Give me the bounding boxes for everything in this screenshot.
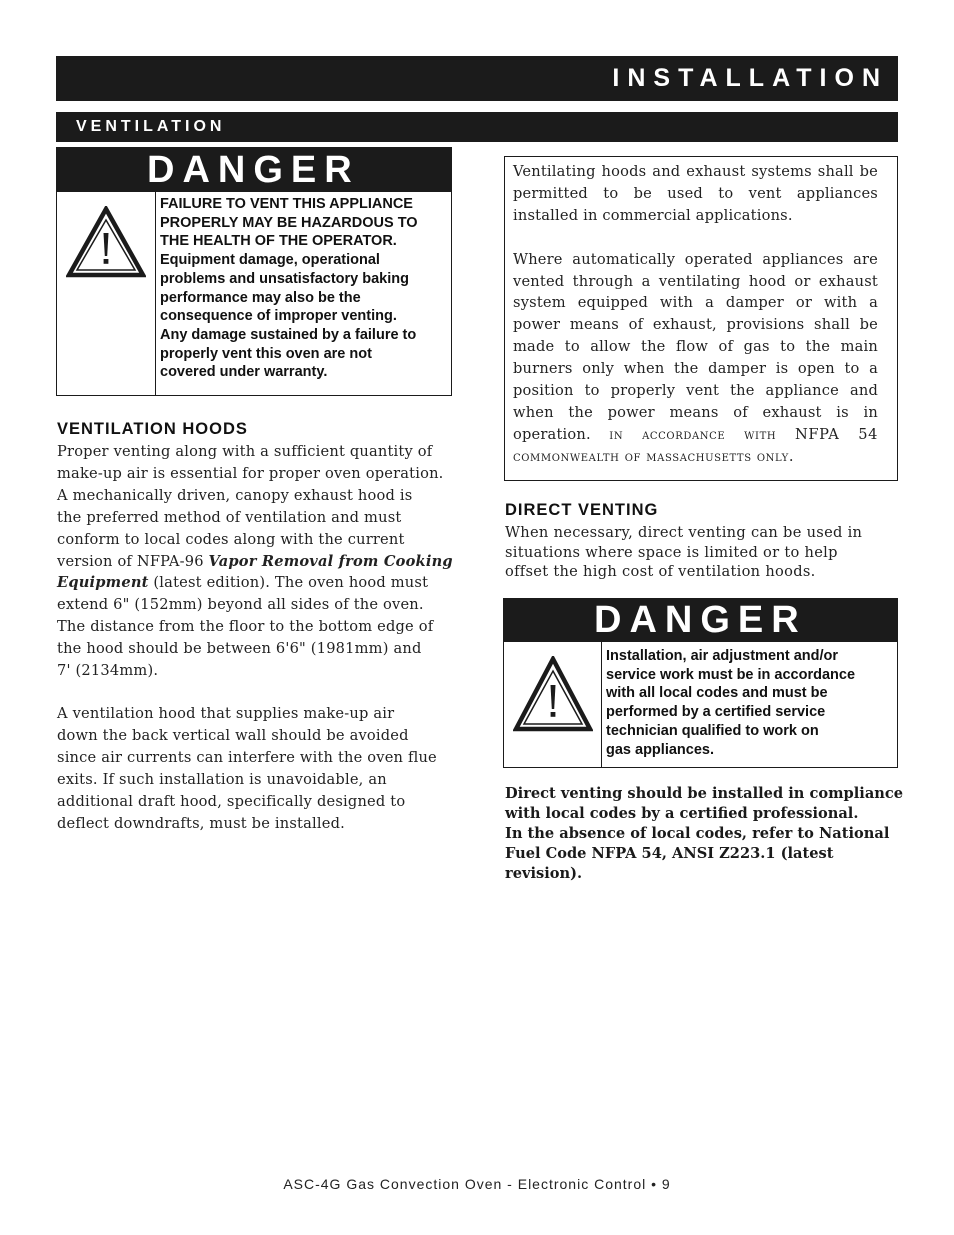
text-line: Fuel Code NFPA 54, ANSI Z223.1 (latest revision). xyxy=(505,845,834,882)
danger-message xyxy=(156,192,451,395)
ventilation-hoods-paragraph-2 xyxy=(57,703,457,834)
text-line: down the back vertical wall should be avoided xyxy=(57,726,409,744)
section-header-banner xyxy=(56,56,898,101)
danger-line: THE HEALTH OF THE OPERATOR. xyxy=(160,233,397,250)
text-line: since air currents can interfere with the oven flue xyxy=(57,748,437,766)
danger-line: performance may also be the xyxy=(160,289,361,306)
text-line: exits. If such installation is unavoidable, an xyxy=(57,770,387,788)
warning-triangle-icon xyxy=(66,206,146,278)
section-title: INSTALLATION xyxy=(612,64,888,92)
text-span: (latest edition). The oven hood must xyxy=(148,574,429,592)
danger-line: Installation, air adjustment and/or xyxy=(606,648,839,664)
text-line: deflect downdrafts, must be installed. xyxy=(57,814,345,832)
danger-message xyxy=(602,642,897,767)
info-text: Where automatically operated appliances are vented through a ventilating hood or exhaust system equipped with a damper or with a power means of exhaust, provisions shall be made to allow the flow of gas to the main burners only when the damper is open to a position to properly vent the appliance and when the power means of exhaust is in operation. xyxy=(513,250,878,443)
text-line: with local codes by a certified professional. xyxy=(505,805,859,822)
text-line: When necessary, direct venting can be used in xyxy=(505,524,863,541)
publication-title: Equipment xyxy=(57,574,149,592)
danger-line: service work must be in accordance xyxy=(606,666,856,683)
text-line: additional draft hood, specifically designed to xyxy=(57,792,406,810)
danger-line: performed by a certified service xyxy=(606,704,826,721)
text-line xyxy=(57,572,457,594)
text-line: 7' (2134mm). xyxy=(57,662,159,680)
massachusetts-note: in accordance with NFPA 54 commonwealth of massachusetts only. xyxy=(513,425,878,465)
subsection-header-banner xyxy=(56,112,898,142)
text-line: In the absence of local codes, refer to National xyxy=(505,825,890,842)
danger-heading: DANGER xyxy=(504,599,897,642)
direct-venting-heading: DIRECT VENTING xyxy=(505,501,659,519)
text-line: A ventilation hood that supplies make-up air xyxy=(57,705,395,722)
compliance-note xyxy=(505,784,905,884)
ventilation-hoods-paragraph-1 xyxy=(57,441,457,682)
text-line: situations where space is limited or to help xyxy=(505,543,838,561)
danger-line: covered under warranty. xyxy=(160,364,328,381)
danger-icon-cell xyxy=(504,642,602,767)
text-line: extend 6" (152mm) beyond all sides of the oven. xyxy=(57,596,424,614)
text-line: the hood should be between 6'6" (1981mm) and xyxy=(57,640,422,658)
ventilation-hoods-heading: VENTILATION HOODS xyxy=(57,420,248,438)
danger-line: technician qualified to work on xyxy=(606,722,819,739)
danger-line: gas appliances. xyxy=(606,741,714,758)
page-footer: ASC-4G Gas Convection Oven - Electronic Control • 9 xyxy=(283,1176,671,1192)
direct-venting-paragraph xyxy=(505,523,905,582)
danger-line: properly vent this oven are not xyxy=(160,345,372,362)
info-paragraph: Ventilating hoods and exhaust systems shall be permitted to be used to vent appliances installed in commercial applications. xyxy=(513,163,878,224)
text-line: Proper venting along with a sufficient quantity of xyxy=(57,443,433,460)
text-line: make-up air is essential for proper oven operation. xyxy=(57,464,444,482)
subsection-title: VENTILATION xyxy=(76,118,226,135)
text-line: Direct venting should be installed in compliance xyxy=(505,785,904,802)
danger-icon-cell xyxy=(57,192,156,395)
text-line: conform to local codes along with the current xyxy=(57,530,405,548)
info-paragraph xyxy=(513,249,878,468)
code-requirements-box xyxy=(504,156,898,481)
danger-line: consequence of improper venting. xyxy=(160,308,397,325)
publication-title: Vapor Removal from Cooking xyxy=(208,552,453,570)
danger-line: PROPERLY MAY BE HAZARDOUS TO xyxy=(160,214,418,231)
text-line: A mechanically driven, canopy exhaust hood is xyxy=(57,486,413,504)
text-line: the preferred method of ventilation and must xyxy=(57,508,402,526)
text-line: offset the high cost of ventilation hoods. xyxy=(505,563,816,580)
danger-line: problems and unsatisfactory baking xyxy=(160,270,409,287)
danger-line: Equipment damage, operational xyxy=(160,252,380,269)
danger-box-venting xyxy=(56,147,452,396)
danger-line: FAILURE TO VENT THIS APPLIANCE xyxy=(160,196,413,212)
warning-triangle-icon xyxy=(513,656,593,732)
danger-heading: DANGER xyxy=(57,148,451,192)
danger-line: with all local codes and must be xyxy=(606,685,828,702)
text-line xyxy=(57,551,457,573)
danger-line: Any damage sustained by a failure to xyxy=(160,326,417,343)
danger-box-installation xyxy=(503,598,898,768)
text-line: The distance from the floor to the bottom edge of xyxy=(57,618,434,636)
text-span: version of NFPA-96 xyxy=(57,552,209,570)
